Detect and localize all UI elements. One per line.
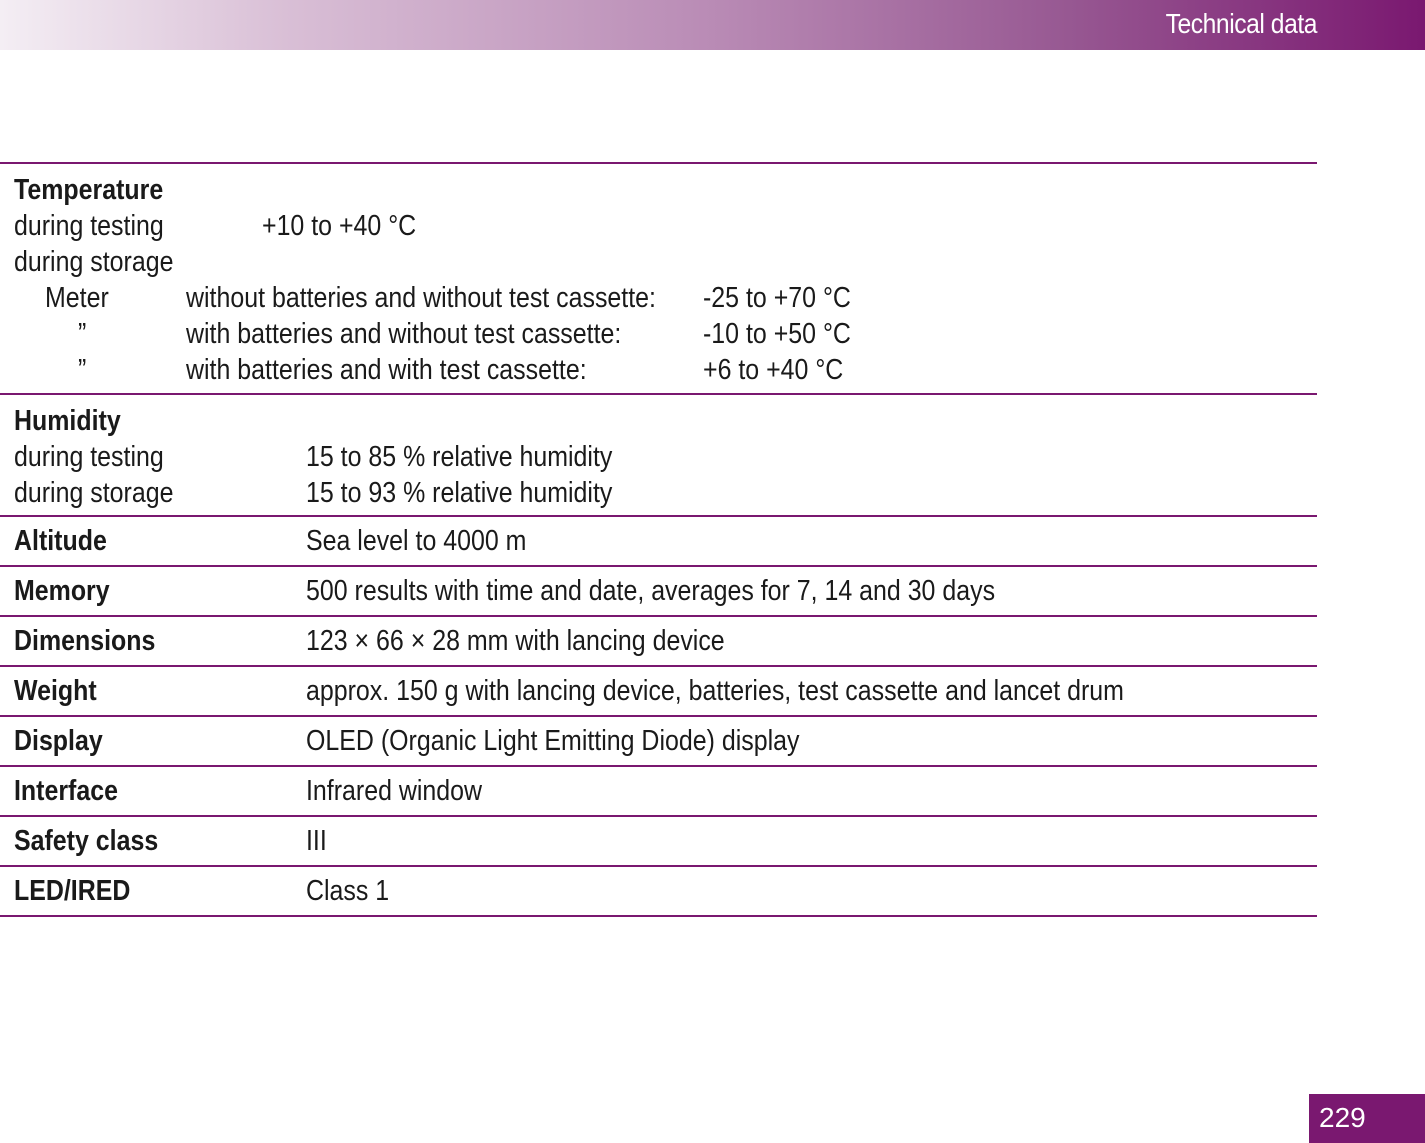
spec-label: Display [14,725,103,757]
storage-value: -25 to +70 °C [703,282,851,314]
spec-label: Interface [14,775,118,807]
storage-condition: with batteries and with test cassette: [186,354,587,386]
spec-value: III [306,825,327,857]
spec-value: approx. 150 g with lancing device, batteries, test cassette and lancet drum [306,675,1124,707]
interface-row [0,767,1317,817]
temperature-testing-label: during testing [14,210,164,242]
section-title: Technical data [1165,8,1317,39]
technical-data-table [0,162,1317,917]
memory-row [0,567,1317,617]
temperature-testing-value: +10 to +40 °C [262,210,417,242]
spec-value: 123 × 66 × 28 mm with lancing device [306,625,725,657]
spec-label: Weight [14,675,97,707]
page-number: 229 [1319,1102,1366,1133]
humidity-row [0,395,1317,517]
storage-item-ditto: ” [78,354,87,386]
temperature-row [0,164,1317,395]
humidity-storage-value: 15 to 93 % relative humidity [306,477,613,509]
storage-value: -10 to +50 °C [703,318,851,350]
temperature-title: Temperature [14,174,164,206]
header-bar [0,0,1425,50]
weight-row [0,667,1317,717]
storage-value: +6 to +40 °C [703,354,844,386]
spec-value: Infrared window [306,775,483,807]
led-ired-row [0,867,1317,917]
spec-value: Sea level to 4000 m [306,525,527,557]
humidity-storage-label: during storage [14,477,174,509]
temperature-storage-label: during storage [14,246,174,278]
spec-label: Dimensions [14,625,156,657]
spec-label: Safety class [14,825,159,857]
humidity-title: Humidity [14,405,121,437]
spec-value: Class 1 [306,875,390,907]
page-number-badge [1309,1094,1425,1143]
spec-value: OLED (Organic Light Emitting Diode) display [306,725,800,757]
display-row [0,717,1317,767]
spec-label: Memory [14,575,110,607]
storage-item-ditto: ” [78,318,87,350]
spec-value: 500 results with time and date, averages for 7, 14 and 30 days [306,575,996,607]
altitude-row [0,517,1317,567]
safety-class-row [0,817,1317,867]
storage-item-meter: Meter [45,282,109,314]
spec-label: Altitude [14,525,107,557]
spec-label: LED/IRED [14,875,131,907]
storage-condition: without batteries and without test cassette: [186,282,656,314]
storage-condition: with batteries and without test cassette: [186,318,622,350]
humidity-testing-label: during testing [14,441,164,473]
dimensions-row [0,617,1317,667]
humidity-testing-value: 15 to 85 % relative humidity [306,441,613,473]
